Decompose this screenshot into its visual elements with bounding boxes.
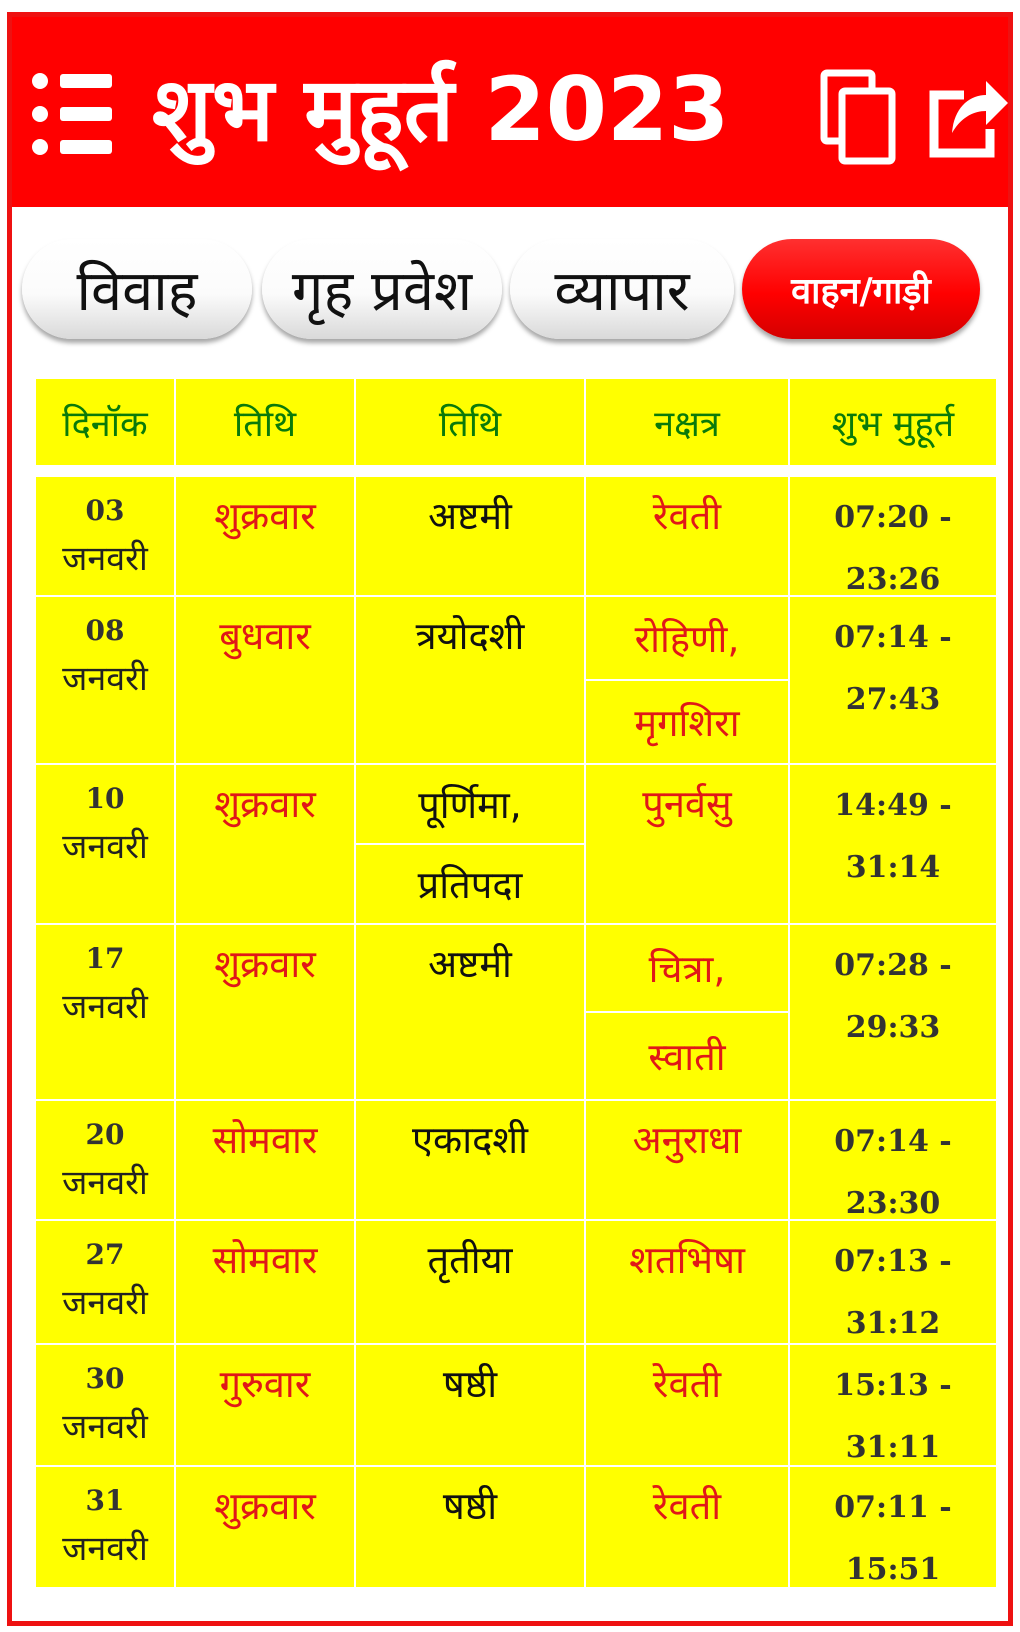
muhurat-time-content [834, 1231, 951, 1355]
date-content [62, 487, 148, 583]
date-content [62, 1231, 148, 1327]
menu-bar [60, 140, 112, 154]
date-cell [36, 1221, 174, 1343]
weekday-cell: शुक्रवार [176, 925, 354, 1099]
menu-bar [60, 74, 112, 88]
date-month: जनवरी [62, 987, 148, 1027]
muhurat-start: 15:13 - [834, 1368, 952, 1403]
date-cell [36, 925, 174, 1099]
nakshatra-cell: रेवती [586, 1345, 788, 1465]
nakshatra-cell: शतभिषा [586, 1221, 788, 1343]
muhurat-time-cell [790, 597, 996, 763]
muhurat-time-cell [790, 765, 996, 923]
tithi-cell: अष्टमी [356, 477, 584, 595]
table-header-cell: शुभ मुहूर्त [790, 379, 996, 465]
date-cell [36, 597, 174, 763]
date-content [62, 1111, 148, 1207]
table-header-cell: तिथि [356, 379, 584, 465]
date-cell [36, 1101, 174, 1219]
muhurat-start: 07:28 - [834, 948, 952, 983]
weekday-cell: गुरुवार [176, 1345, 354, 1465]
weekday-cell: बुधवार [176, 597, 354, 763]
muhurat-end: 31:11 [845, 1430, 941, 1465]
tithi-cell: षष्ठी [356, 1345, 584, 1465]
nakshatra-cell: रेवती [586, 477, 788, 595]
copy-icon[interactable] [820, 67, 900, 167]
weekday-cell: सोमवार [176, 1221, 354, 1343]
nakshatra-cell: रोहिणी, [586, 597, 788, 679]
tab-griha-pravesh[interactable]: गृह प्रवेश [262, 239, 502, 339]
menu-dot [32, 73, 48, 89]
app-header [12, 17, 1008, 207]
tab-vahan-gadi[interactable]: वाहन/गाड़ी [742, 239, 980, 339]
muhurat-end: 31:14 [845, 850, 941, 885]
muhurat-time-cell [790, 1101, 996, 1219]
muhurat-time-content [834, 775, 951, 899]
muhurat-start: 07:14 - [834, 1124, 952, 1159]
app-frame [7, 12, 1013, 1626]
date-cell [36, 477, 174, 595]
table-header-cell: नक्षत्र [586, 379, 788, 465]
share-icon[interactable] [924, 67, 1008, 167]
date-month: जनवरी [62, 659, 148, 699]
muhurat-time-content [834, 1111, 951, 1235]
date-content [62, 775, 148, 871]
muhurat-start: 07:13 - [834, 1244, 952, 1279]
date-cell [36, 765, 174, 923]
tithi-cell: अष्टमी [356, 925, 584, 1099]
muhurat-start: 07:20 - [834, 500, 952, 535]
tithi-cell: पूर्णिमा, [356, 765, 584, 843]
tab-vivah[interactable]: विवाह [22, 239, 252, 339]
date-day: 27 [85, 1238, 125, 1271]
weekday-cell: शुक्रवार [176, 477, 354, 595]
date-day: 17 [85, 942, 125, 975]
muhurat-end: 23:26 [845, 562, 941, 597]
tithi-cell: तृतीया [356, 1221, 584, 1343]
weekday-cell: शुक्रवार [176, 765, 354, 923]
muhurat-time-content [834, 487, 951, 611]
muhurat-end: 27:43 [845, 682, 941, 717]
date-cell [36, 1345, 174, 1465]
nakshatra-cell: पुनर्वसु [586, 765, 788, 923]
date-day: 20 [85, 1118, 125, 1151]
date-day: 08 [85, 614, 125, 647]
muhurat-time-cell [790, 1221, 996, 1343]
muhurat-time-content [834, 1355, 951, 1479]
nakshatra-cell: चित्रा, [586, 925, 788, 1011]
weekday-cell: सोमवार [176, 1101, 354, 1219]
tithi-cell: प्रतिपदा [356, 845, 584, 923]
muhurat-table [36, 379, 996, 1619]
menu-icon[interactable] [32, 63, 112, 163]
muhurat-time-content [834, 607, 951, 731]
date-content [62, 1355, 148, 1451]
date-month: जनवरी [62, 1407, 148, 1447]
muhurat-time-content [834, 935, 951, 1059]
date-month: जनवरी [62, 827, 148, 867]
muhurat-start: 07:11 - [834, 1490, 952, 1525]
muhurat-end: 23:30 [845, 1186, 941, 1221]
weekday-cell: शुक्रवार [176, 1467, 354, 1587]
nakshatra-cell: स्वाती [586, 1013, 788, 1099]
date-content [62, 935, 148, 1031]
menu-bar [60, 107, 112, 121]
tab-vyapar[interactable]: व्यापार [510, 239, 734, 339]
muhurat-time-cell [790, 925, 996, 1099]
muhurat-start: 07:14 - [834, 620, 952, 655]
table-header-cell: दिनॉक [36, 379, 174, 465]
date-day: 31 [85, 1484, 125, 1517]
nakshatra-cell: रेवती [586, 1467, 788, 1587]
muhurat-time-cell [790, 477, 996, 595]
muhurat-time-cell [790, 1345, 996, 1465]
date-month: जनवरी [62, 1529, 148, 1569]
date-day: 03 [85, 494, 125, 527]
date-day: 30 [85, 1362, 125, 1395]
app-title: शुभ मुहूर्त 2023 [152, 58, 730, 161]
tithi-cell: एकादशी [356, 1101, 584, 1219]
muhurat-end: 15:51 [845, 1552, 941, 1587]
date-day: 10 [85, 782, 125, 815]
tithi-cell: त्रयोदशी [356, 597, 584, 763]
date-cell [36, 1467, 174, 1587]
date-month: जनवरी [62, 1163, 148, 1203]
muhurat-time-cell [790, 1467, 996, 1587]
nakshatra-cell: अनुराधा [586, 1101, 788, 1219]
date-content [62, 1477, 148, 1573]
muhurat-end: 31:12 [845, 1306, 941, 1341]
table-header-cell: तिथि [176, 379, 354, 465]
muhurat-end: 29:33 [845, 1010, 941, 1045]
date-content [62, 607, 148, 703]
nakshatra-cell: मृगशिरा [586, 681, 788, 763]
menu-dot [32, 106, 48, 122]
date-month: जनवरी [62, 1283, 148, 1323]
muhurat-start: 14:49 - [834, 788, 952, 823]
menu-dot [32, 139, 48, 155]
muhurat-time-content [834, 1477, 951, 1601]
date-month: जनवरी [62, 539, 148, 579]
tithi-cell: षष्ठी [356, 1467, 584, 1587]
